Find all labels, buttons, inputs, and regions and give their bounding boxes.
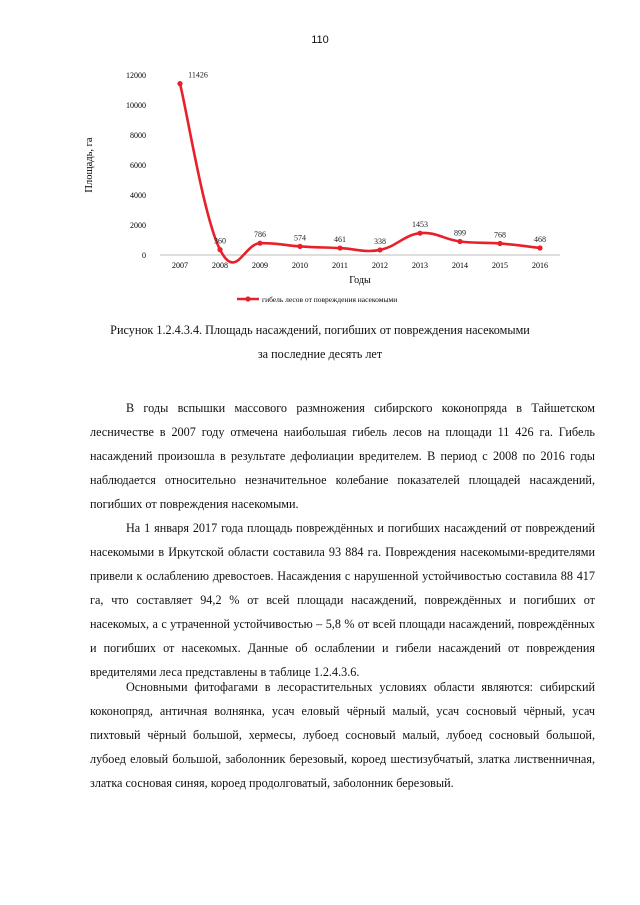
x-tick-label: 2013 (412, 261, 428, 270)
data-label: 786 (254, 230, 266, 240)
data-labels (188, 71, 546, 246)
data-label: 338 (374, 236, 386, 246)
figure-caption-line-2: за последние десять лет (257, 347, 383, 361)
y-tick-label: 12000 (126, 71, 146, 80)
x-tick-label: 2008 (212, 261, 228, 270)
legend (237, 295, 397, 304)
y-tick-label: 10000 (126, 101, 146, 110)
data-point (457, 239, 462, 244)
x-tick-label: 2012 (372, 261, 388, 270)
data-point (337, 245, 342, 250)
data-point (217, 247, 222, 252)
paragraph-3: Основными фитофагами в лесорастительных условиях области являются: сибирский коконопряд, античная волнянка, усач еловый чёрный малый, усач сосновый чёрный, усач пихтовый чёрный большой, хермесы, лубоед сосновый малый, лубоед сосновый большой, лубоед еловый большой, заболонник березовый, короед шестизубчатый, златка лиственничная, златка сосновая синяя, короед продолговатый, заболонник березовый. (90, 680, 595, 790)
data-label: 1453 (412, 220, 428, 230)
data-point (417, 231, 422, 236)
figure-caption-line-1: Рисунок 1.2.4.3.4. Площадь насаждений, погибших от повреждения насекомыми (110, 323, 530, 337)
data-point (377, 247, 382, 252)
page-number: 110 (311, 34, 329, 46)
line-chart (80, 58, 560, 318)
data-label: 461 (334, 235, 346, 245)
data-point (537, 245, 542, 250)
y-tick-labels (126, 71, 146, 260)
y-tick-label: 0 (142, 251, 146, 260)
paragraph-1: В годы вспышки массового размножения сибирского коконопряда в Тайшетском лесничестве в 2007 году отмечена наибольшая гибель лесов на площади 11 426 га. Гибель насаждений произошла в результате дефолиации вредителем. В период с 2008 по 2016 годы наблюдается относительно незначительное колебание показателей площадей насаждений, погибших от повреждения насекомыми. (90, 401, 595, 511)
data-points (177, 81, 542, 253)
legend-label: гибель лесов от повреждения насекомыми (262, 295, 398, 304)
x-tick-label: 2010 (292, 261, 308, 270)
data-label: 899 (454, 228, 466, 238)
y-tick-label: 6000 (130, 161, 146, 170)
x-tick-label: 2014 (452, 261, 468, 270)
data-label: 574 (294, 233, 306, 243)
x-tick-label: 2007 (172, 261, 188, 270)
data-label: 11426 (188, 70, 208, 80)
data-label: 360 (214, 236, 226, 246)
y-axis-title: Площадь, га (84, 137, 95, 193)
x-tick-label: 2016 (532, 261, 548, 270)
data-label: 468 (534, 234, 546, 244)
data-label: 768 (494, 230, 506, 240)
series-line (180, 84, 540, 263)
data-point (497, 241, 502, 246)
data-point (297, 244, 302, 249)
x-tick-label: 2009 (252, 261, 268, 270)
data-point (257, 241, 262, 246)
y-tick-label: 2000 (130, 221, 146, 230)
x-axis-label: Годы (349, 275, 371, 286)
y-axis-label (84, 137, 95, 193)
y-tick-label: 4000 (130, 191, 146, 200)
paragraph-2: На 1 января 2017 года площадь повреждённых и погибших насаждений от повреждений насекомыми в Иркутской области составила 93 884 га. Повреждения насекомыми-вредителями привели к ослаблению древостоев. Насаждения с нарушенной устойчивостью составила 88 417 га, что составляет 94,2 % от всей площади насаждений, повреждённых и погибших от насекомых, а с утраченной устойчивостью – 5,8 % от всей площади насаждений, повреждённых и погибших от насекомых. Данные об ослаблении и гибели насаждений от повреждения вредителями леса представлены в таблице 1.2.4.3.6. (90, 521, 595, 679)
x-tick-label: 2015 (492, 261, 508, 270)
data-point (177, 81, 182, 86)
legend-marker (245, 296, 250, 301)
x-tick-label: 2011 (332, 261, 348, 270)
y-tick-label: 8000 (130, 131, 146, 140)
